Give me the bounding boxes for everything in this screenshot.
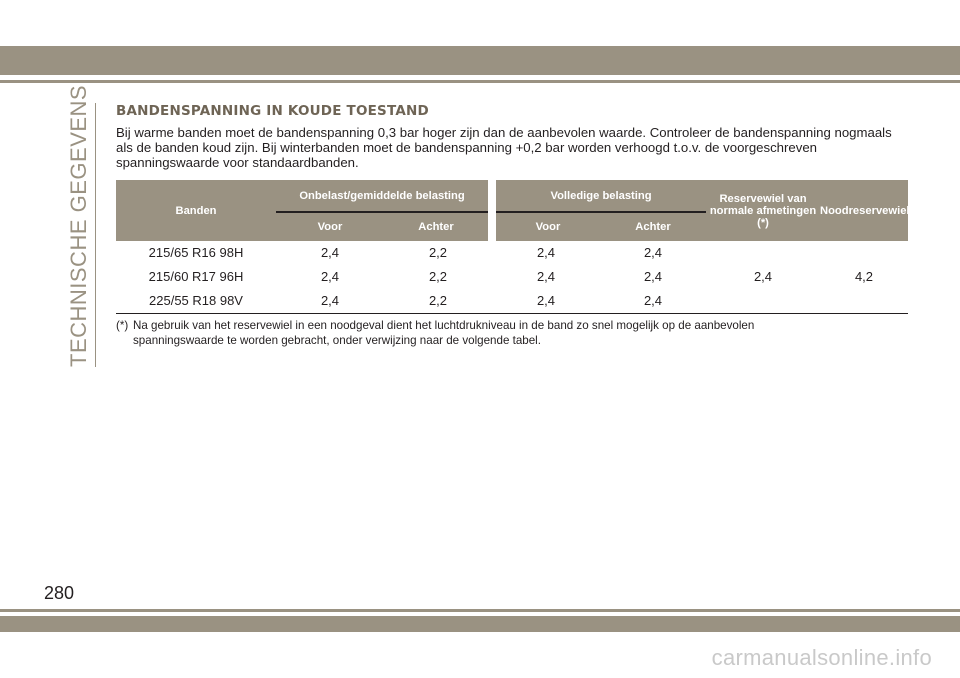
header-band — [0, 46, 960, 75]
footer-band — [0, 616, 960, 632]
unladen-front-value: 2,4 — [320, 245, 340, 260]
header-unladen-rear: Achter — [384, 212, 492, 241]
emergency-value: 4,2 — [820, 241, 908, 314]
header-full-rear: Achter — [600, 212, 706, 241]
footnote-mark: (*) — [116, 319, 129, 332]
chapter-label: TECHNISCHE GEGEVENS — [66, 84, 91, 367]
page-number: 280 — [44, 583, 75, 603]
footnote — [116, 318, 908, 348]
header-emergency: Noodreservewiel — [820, 180, 908, 241]
header-spare: Reservewiel van normale afmetingen (*) — [706, 180, 820, 241]
tyre-pressure-table — [116, 180, 908, 314]
section-title: BANDENSPANNING IN KOUDE TOESTAND — [116, 103, 429, 119]
unladen-rear-value: 2,2 — [428, 269, 448, 284]
footnote-line-2: spanningswaarde te worden gebracht, onder verwijzing naar de volgende tabel. — [133, 334, 541, 347]
full-rear-value: 2,4 — [643, 269, 663, 284]
header-unladen: Onbelast/gemiddelde belasting — [276, 180, 492, 212]
intro-paragraph: Bij warme banden moet de bandenspanning 0,3 bar hoger zijn dan de aanbevolen waarde. Controleer de bandenspanning nogmaals als de banden koud zijn. Bij winterbanden moet de bandenspanning +0,2 bar worden verhoogd t.o.v. de voorgeschreven spanningswaarde voor standaardbanden. — [116, 125, 892, 170]
footnote-line-1: Na gebruik van het reservewiel in een noodgeval dient het luchtdrukniveau in de band zo snel mogelijk op de aanbevolen — [133, 319, 755, 332]
table-row — [116, 241, 908, 265]
tyre-size: 215/60 R17 96H — [148, 269, 244, 284]
footer-rule — [0, 609, 960, 612]
full-rear-value: 2,4 — [600, 289, 706, 314]
watermark: carmanualsonline.info — [711, 645, 932, 670]
header-unladen-front: Voor — [276, 212, 384, 241]
full-front-value: 2,4 — [536, 269, 556, 284]
header-full-front: Voor — [492, 212, 600, 241]
unladen-front-value: 2,4 — [276, 289, 384, 314]
header-tyres: Banden — [116, 180, 276, 241]
full-rear-value: 2,4 — [643, 245, 663, 260]
full-front-value: 2,4 — [536, 245, 556, 260]
full-front-value: 2,4 — [492, 289, 600, 314]
tyre-size: 225/55 R18 98V — [116, 289, 276, 314]
tyre-size: 215/65 R16 98H — [148, 245, 244, 260]
unladen-rear-value: 2,2 — [428, 245, 448, 260]
spare-value: 2,4 — [706, 241, 820, 314]
chapter-tab — [66, 84, 92, 367]
chapter-rule — [95, 103, 96, 367]
page-content — [116, 103, 910, 347]
unladen-rear-value: 2,2 — [384, 289, 492, 314]
unladen-front-value: 2,4 — [320, 269, 340, 284]
header-rule — [0, 80, 960, 83]
header-full: Volledige belasting — [492, 180, 706, 212]
